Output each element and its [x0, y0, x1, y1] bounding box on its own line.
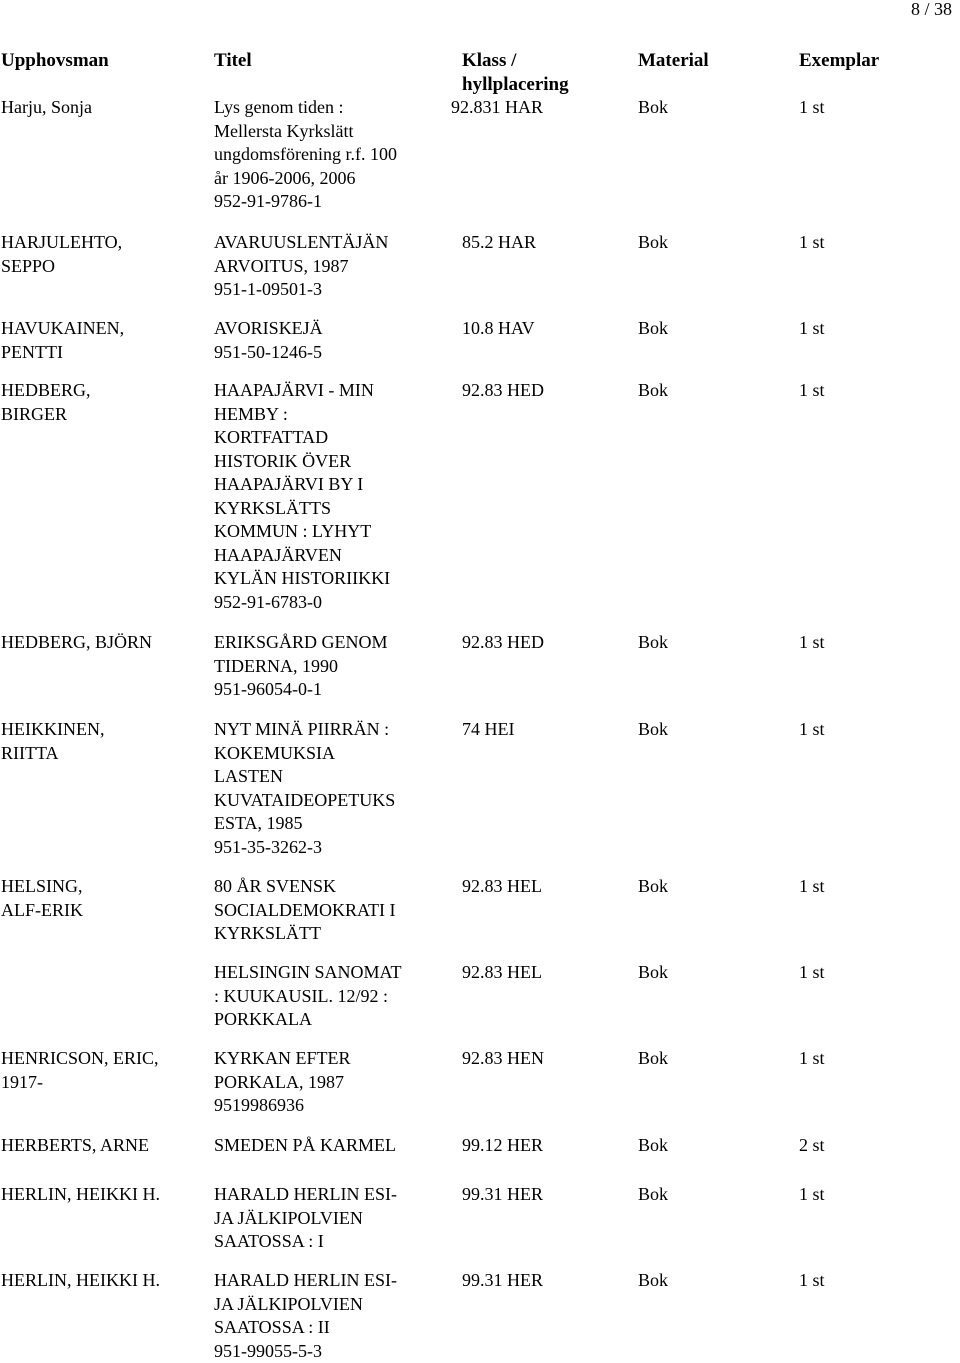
copies-cell: 1 st: [799, 632, 825, 652]
material-cell: Bok: [638, 632, 669, 652]
author-cell: HERLIN, HEIKKI H.: [1, 1184, 160, 1204]
author-cell: HEIKKINEN, RIITTA: [1, 719, 105, 763]
author-cell: HEDBERG, BJÖRN: [1, 632, 153, 652]
class-cell: 74 HEI: [462, 719, 515, 739]
title-cell: HELSINGIN SANOMAT : KUUKAUSIL. 12/92 : PORKKALA: [214, 962, 402, 1029]
class-cell: 99.12 HER: [462, 1135, 543, 1155]
class-cell: 99.31 HER: [462, 1184, 543, 1204]
header-copies: Exemplar: [799, 50, 880, 71]
material-cell: Bok: [638, 380, 669, 400]
material-cell: Bok: [638, 1135, 669, 1155]
title-cell: HARALD HERLIN ESI- JA JÄLKIPOLVIEN SAATOSSA : I: [214, 1184, 397, 1251]
class-cell: 10.8 HAV: [462, 318, 535, 338]
copies-cell: 1 st: [799, 1048, 825, 1068]
title-cell: KYRKAN EFTER PORKALA, 1987 9519986936: [214, 1048, 351, 1115]
title-cell: HAAPAJÄRVI - MIN HEMBY : KORTFATTAD HISTORIK ÖVER HAAPAJÄRVI BY I KYRKSLÄTTS KOMMUN : LYHYT HAAPAJÄRVEN KYLÄN HISTORIIKKI 952-91-6783-0: [214, 380, 391, 612]
author-cell: HARJULEHTO, SEPPO: [1, 232, 123, 276]
class-cell: 92.83 HEN: [462, 1048, 544, 1068]
copies-cell: 1 st: [799, 97, 825, 117]
author-cell: HERBERTS, ARNE: [1, 1135, 149, 1155]
title-cell: AVORISKEJÄ 951-50-1246-5: [214, 318, 323, 362]
class-cell: 92.83 HED: [462, 380, 544, 400]
author-cell: HEDBERG, BIRGER: [1, 380, 91, 424]
copies-cell: 1 st: [799, 232, 825, 252]
copies-cell: 1 st: [799, 876, 825, 896]
title-cell: AVARUUSLENTÄJÄN ARVOITUS, 1987 951-1-09501-3: [214, 232, 389, 299]
material-cell: Bok: [638, 232, 669, 252]
author-cell: HERLIN, HEIKKI H.: [1, 1270, 160, 1290]
copies-cell: 1 st: [799, 380, 825, 400]
class-cell: 92.83 HEL: [462, 962, 542, 982]
copies-cell: 2 st: [799, 1135, 825, 1155]
copies-cell: 1 st: [799, 1184, 825, 1204]
material-cell: Bok: [638, 719, 669, 739]
title-cell: SMEDEN PÅ KARMEL: [214, 1135, 397, 1155]
copies-cell: 1 st: [799, 719, 825, 739]
material-cell: Bok: [638, 876, 669, 896]
title-cell: ERIKSGÅRD GENOM TIDERNA, 1990 951-96054-0-1: [214, 632, 388, 699]
title-cell: 80 ÅR SVENSK SOCIALDEMOKRATI I KYRKSLÄTT: [214, 876, 396, 943]
header-author: Upphovsman: [1, 50, 109, 71]
material-cell: Bok: [638, 1270, 669, 1290]
author-cell: Harju, Sonja: [1, 97, 92, 117]
material-cell: Bok: [638, 1184, 669, 1204]
header-material: Material: [638, 50, 709, 71]
author-cell: HELSING, ALF-ERIK: [1, 876, 83, 920]
author-cell: HAVUKAINEN, PENTTI: [1, 318, 125, 362]
title-cell: Lys genom tiden : Mellersta Kyrkslätt ungdomsförening r.f. 100 år 1906-2006, 2006 952-91-9786-1: [214, 97, 397, 211]
title-cell: NYT MINÄ PIIRRÄN : KOKEMUKSIA LASTEN KUVATAIDEOPETUKS ESTA, 1985 951-35-3262-3: [214, 719, 396, 857]
class-cell: 92.83 HEL: [462, 876, 542, 896]
class-cell: 99.31 HER: [462, 1270, 543, 1290]
header-title: Titel: [214, 50, 252, 71]
material-cell: Bok: [638, 962, 669, 982]
copies-cell: 1 st: [799, 1270, 825, 1290]
class-cell: 92.83 HED: [462, 632, 544, 652]
copies-cell: 1 st: [799, 318, 825, 338]
author-cell: HENRICSON, ERIC, 1917-: [1, 1048, 159, 1092]
header-class: Klass / hyllplacering: [462, 50, 569, 95]
material-cell: Bok: [638, 318, 669, 338]
class-cell: 92.831 HAR: [451, 97, 544, 117]
page-number: 8 / 38: [910, 0, 952, 19]
class-cell: 85.2 HAR: [462, 232, 537, 252]
title-cell: HARALD HERLIN ESI- JA JÄLKIPOLVIEN SAATOSSA : II 951-99055-5-3: [214, 1270, 397, 1361]
material-cell: Bok: [638, 97, 669, 117]
copies-cell: 1 st: [799, 962, 825, 982]
material-cell: Bok: [638, 1048, 669, 1068]
